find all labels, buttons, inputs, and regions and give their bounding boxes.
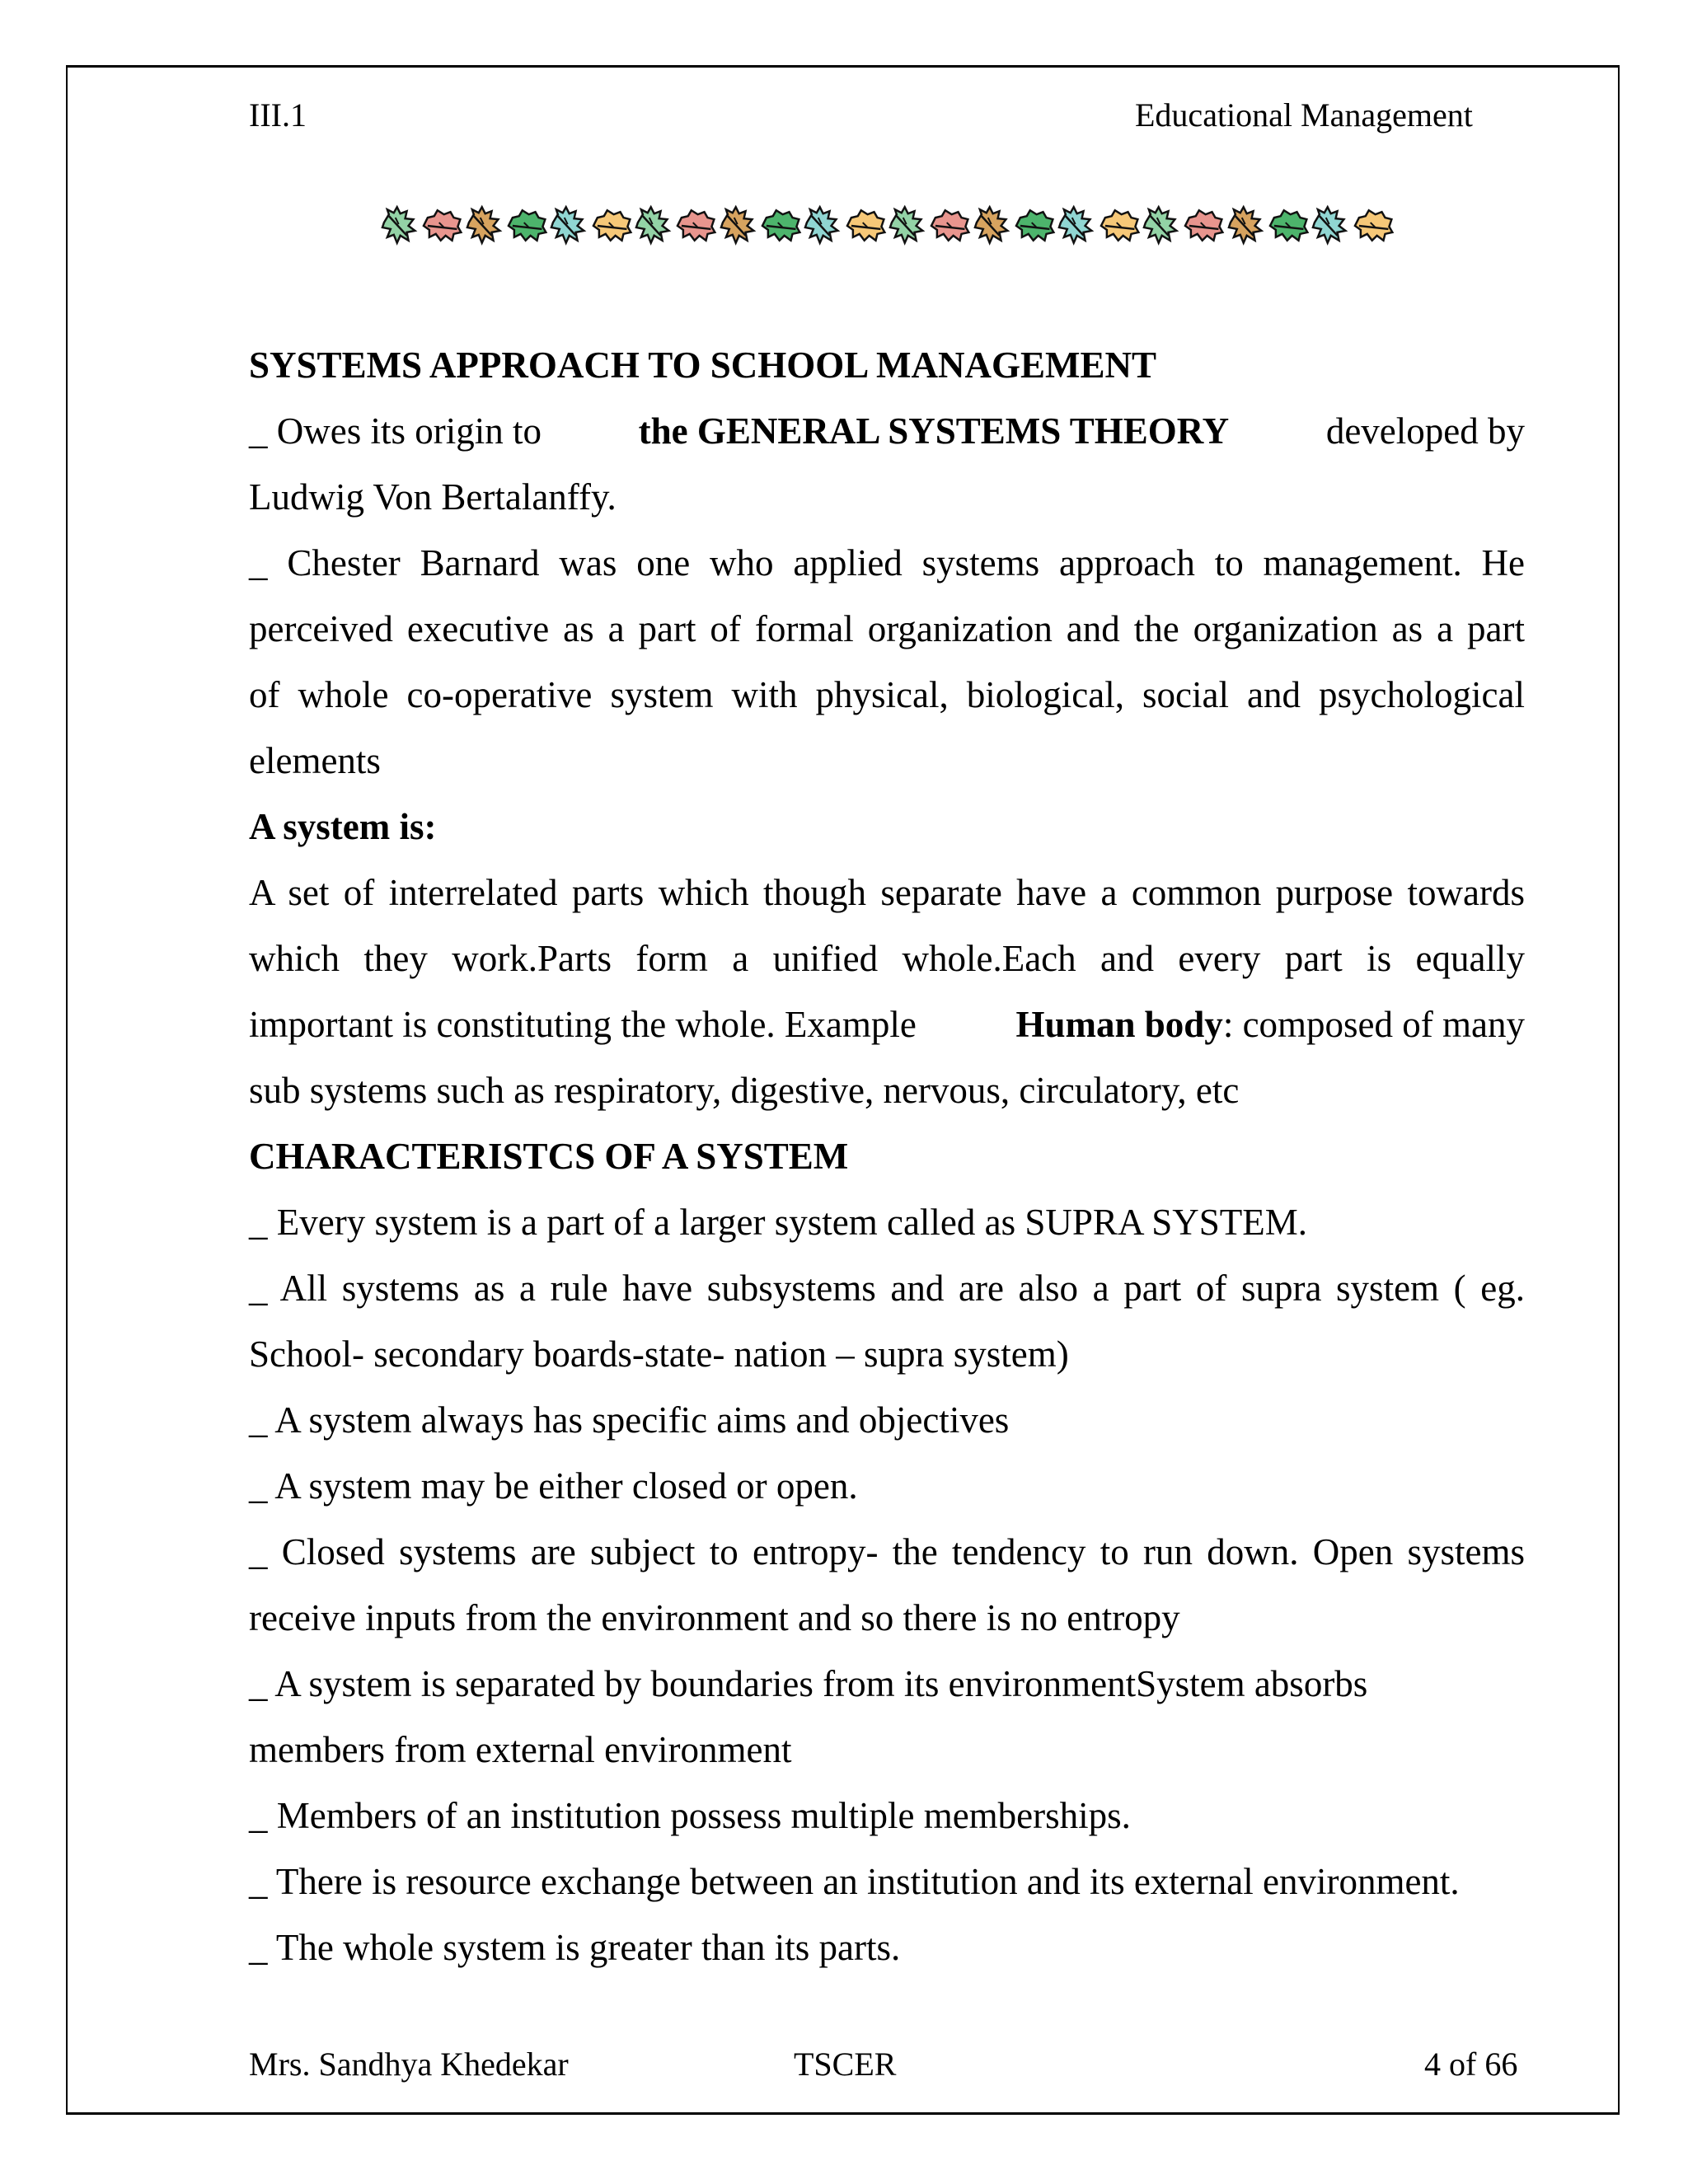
leaf-icon [506,204,548,246]
leaf-icon [591,204,633,246]
leaf-icon [1141,204,1183,246]
paragraph-definition-line-4: sub systems such as respiratory, digestive, nervous, circulatory, etc [249,1070,1240,1111]
characteristics-heading: CHARACTERISTCS OF A SYSTEM [249,1136,849,1177]
document-body [249,332,1525,1980]
leaf-icon [633,204,675,246]
leaf-icon [548,204,590,246]
text-fragment: developed by [1325,410,1525,452]
leaf-icon [675,204,717,246]
leaf-icon [802,204,844,246]
leaf-icon [845,204,887,246]
text-fragment: : composed of many [1222,1004,1525,1045]
paragraph-barnard-line-2: perceived executive as a part of formal organization and the organization as a part [249,608,1525,649]
characteristic-item-6-line-1: _ A system is separated by boundaries from its environmentSystem absorbs [249,1663,1368,1704]
characteristic-item-2-line-2: School- secondary boards-state- nation – supra system) [249,1333,1069,1375]
human-body-fragment [1015,991,1525,1057]
characteristic-item-5-line-1: _ Closed systems are subject to entropy- the tendency to run down. Open systems [249,1531,1525,1572]
characteristic-item-1: _ Every system is a part of a larger system called as SUPRA SYSTEM. [249,1202,1307,1243]
footer-page-number: 4 of 66 [1424,2046,1518,2083]
paragraph-barnard-line-3: of whole co-operative system with physical, biological, social and psychological [249,674,1525,715]
text-fragment: important is constituting the whole. Example [249,1004,917,1045]
footer-institution: TSCER [794,2046,897,2083]
leaf-icon [718,204,760,246]
system-definition-heading: A system is: [249,806,437,847]
characteristic-item-4: _ A system may be either closed or open. [249,1465,858,1507]
leaf-icon [464,204,506,246]
characteristic-item-8: _ There is resource exchange between an institution and its external environment. [249,1861,1460,1902]
paragraph-origin-line-1 [249,398,1525,464]
leaf-icon [929,204,971,246]
paragraph-origin-line-2: Ludwig Von Bertalanffy. [249,476,617,518]
header-document-title: Educational Management [1135,96,1473,134]
characteristic-item-3: _ A system always has specific aims and objectives [249,1399,1010,1441]
text-fragment: _ Owes its origin to [249,410,542,452]
leaf-icon [1268,204,1310,246]
leaf-icon [760,204,802,246]
leaf-ornament-border [379,204,1395,246]
characteristic-item-9: _ The whole system is greater than its parts. [249,1927,901,1968]
leaf-icon [972,204,1014,246]
leaf-icon [1183,204,1225,246]
leaf-icon [1226,204,1268,246]
paragraph-barnard-line-4: elements [249,740,381,781]
paragraph-definition-line-3 [249,991,1525,1057]
leaf-icon [1014,204,1056,246]
characteristic-item-2-line-1: _ All systems as a rule have subsystems and are also a part of supra system ( eg. [249,1268,1525,1309]
leaf-icon [1310,204,1352,246]
leaf-icon [421,204,463,246]
paragraph-definition-line-2: which they work.Parts form a unified whole.Each and every part is equally [249,938,1525,979]
characteristic-item-5-line-2: receive inputs from the environment and so there is no entropy [249,1597,1180,1638]
general-systems-theory-bold: the GENERAL SYSTEMS THEORY [638,410,1230,452]
leaf-icon [1099,204,1141,246]
leaf-icon [1056,204,1098,246]
leaf-icon [887,204,929,246]
paragraph-barnard-line-1: _ Chester Barnard was one who applied systems approach to management. He [249,542,1525,583]
header-section-number: III.1 [249,96,307,134]
leaf-icon [379,204,421,246]
paragraph-definition-line-1: A set of interrelated parts which though separate have a common purpose towards [249,872,1525,913]
leaf-icon [1353,204,1395,246]
human-body-bold: Human body [1015,1004,1223,1045]
footer-author: Mrs. Sandhya Khedekar [249,2046,569,2083]
section-title: SYSTEMS APPROACH TO SCHOOL MANAGEMENT [249,344,1157,386]
characteristic-item-7: _ Members of an institution possess multiple memberships. [249,1795,1131,1836]
characteristic-item-6-line-2: members from external environment [249,1729,792,1770]
